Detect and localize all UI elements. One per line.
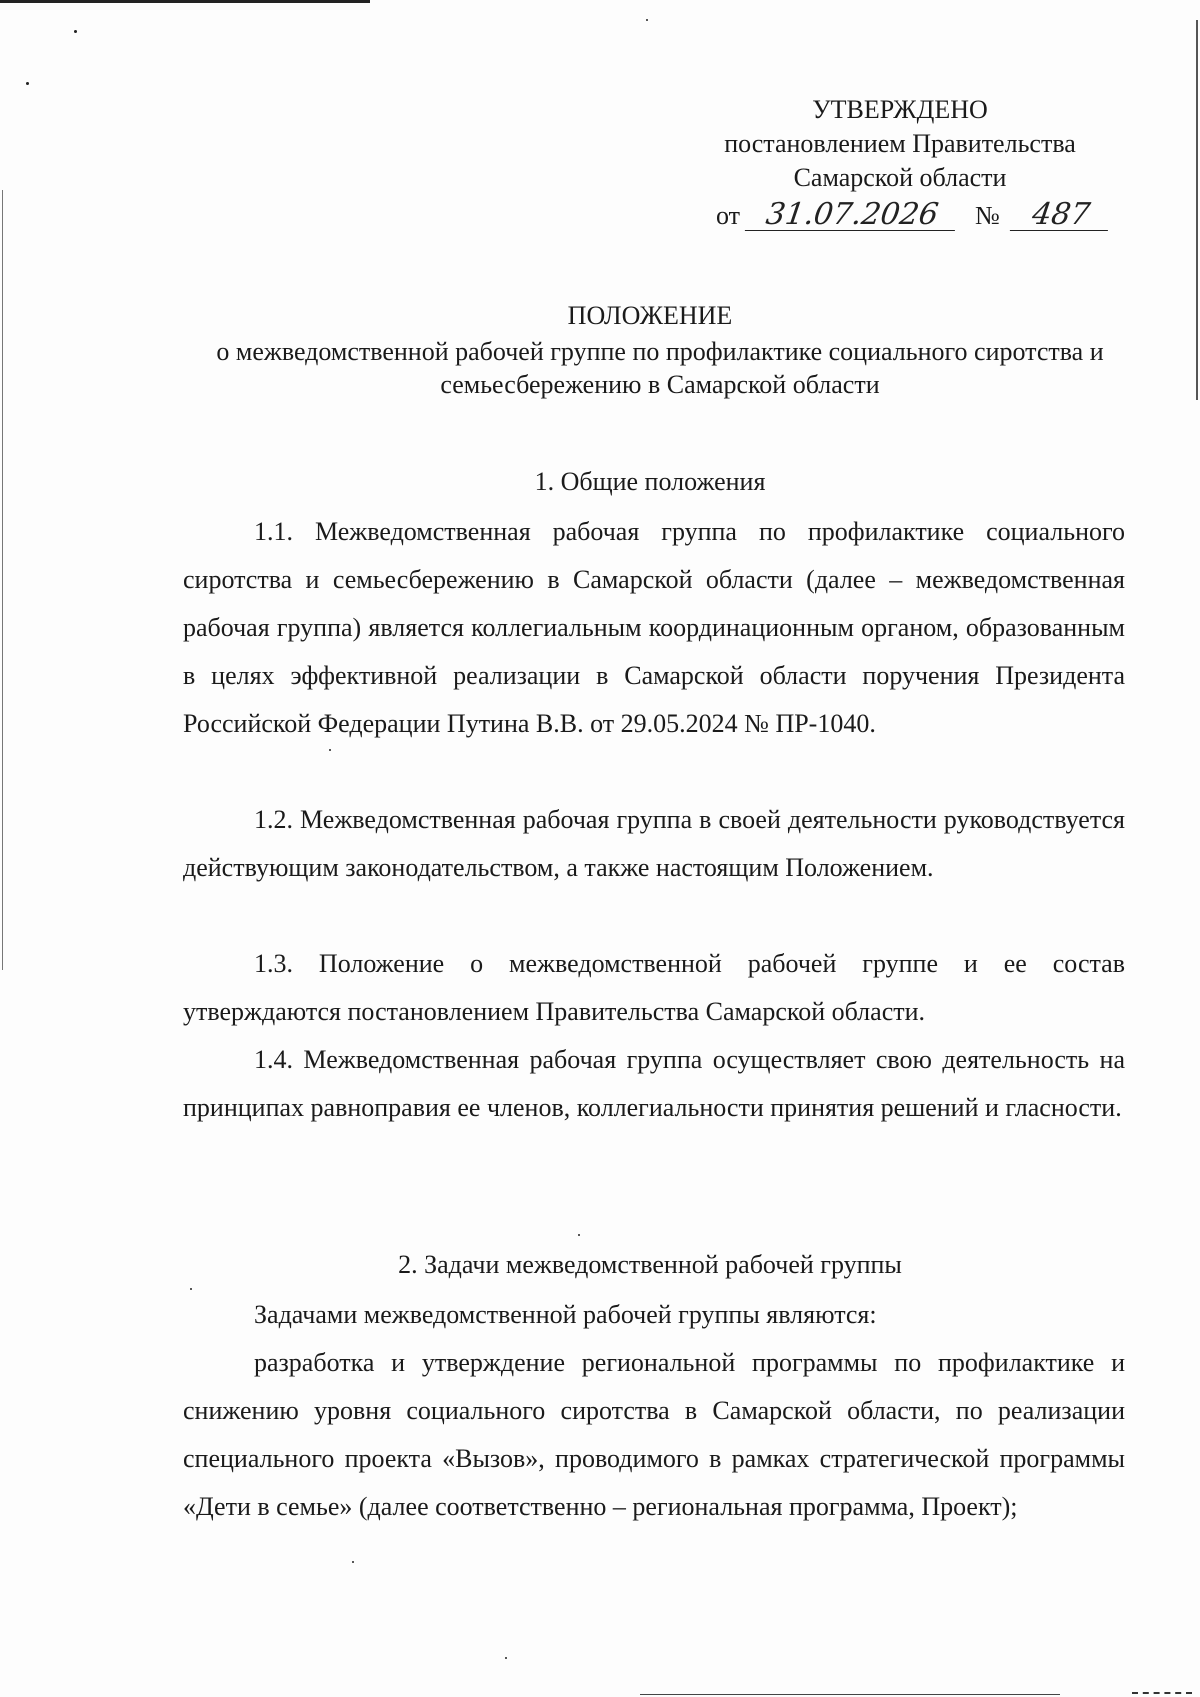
date-prefix-label: от [716,201,741,230]
approval-heading: УТВЕРЖДЕНО [812,95,988,124]
scan-speck [578,1234,580,1236]
task-item-1: разработка и утверждение региональной программы по профилактике и снижению уровня социального сиротства в Самарской области, по реализации специального проекта «Вызов», проводимого в рамках стратегической программы «Дети в семье» (далее соответственно – региональная программа, Проект); [183,1348,1125,1521]
handwritten-number: 487 [1010,200,1112,231]
scan-edge-left [2,190,3,970]
approval-line-1: постановлением Правительства [724,129,1076,158]
document-subtitle: о межведомственной рабочей группе по профилактике социального сиротства и семьесбережению в Самарской области [216,337,1104,399]
approval-date-row [716,196,1110,236]
section-1-heading: 1. Общие положения [534,467,766,496]
paragraph-1-4: 1.4. Межведомственная рабочая группа осуществляет свою деятельность на принципах равноправия ее членов, коллегиальности принятия решений и гласности. [183,1045,1125,1122]
handwritten-date: 31.07.2026 [744,200,958,231]
scan-speck [26,82,29,85]
scan-speck [74,30,77,33]
section-2-heading: 2. Задачи межведомственной рабочей группы [398,1250,902,1279]
scan-edge-top [0,0,370,3]
scan-speck [190,1288,192,1290]
approval-line-2: Самарской области [793,163,1007,192]
paragraph-1-1: 1.1. Межведомственная рабочая группа по профилактике социального сиротства и семьесбережению в Самарской области (далее – межведомственная рабочая группа) является коллегиальным координационным органом, образованным в целях эффективной реализации в Самарской области поручения Президента Российской Федерации Путина В.В. от 29.05.2024 № ПР-1040. [183,517,1125,738]
scan-edge-right [1196,20,1198,400]
scan-speck [505,1657,507,1659]
paragraph-1-2: 1.2. Межведомственная рабочая группа в своей деятельности руководствуется действующим законодательством, а также настоящим Положением. [183,805,1125,882]
scan-dash-bottom [1132,1692,1192,1694]
scan-edge-bottom [640,1694,1060,1695]
document-title: ПОЛОЖЕНИЕ [567,301,733,330]
scan-speck [646,19,648,21]
scan-speck [329,749,331,751]
tasks-intro: Задачами межведомственной рабочей группы являются: [254,1300,877,1329]
scan-speck [352,1561,354,1563]
number-sign-label: № [975,201,1000,230]
paragraph-1-3: 1.3. Положение о межведомственной рабочей группе и ее состав утверждаются постановлением Правительства Самарской области. [183,949,1125,1026]
approval-stamp-block [700,93,1100,195]
